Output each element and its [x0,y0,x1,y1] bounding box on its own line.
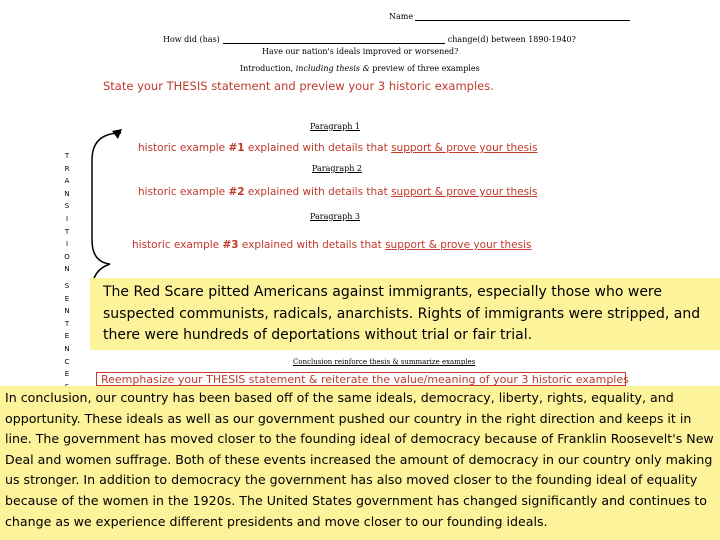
conclusion-paragraph: In conclusion, our country has been based off of the same ideals, democracy, liberty, rights, equality, and opportunity. These ideals as well as our government pushed our country in the right direction and keeps it in line. The government has moved closer to the founding ideal of democracy because of Franklin Roosevelt's New Deal and women suffrage. Both of these events increased the amount of democracy in our country only making us stronger. In addition to democracy the government has also moved closer to the founding ideal of equality because of the women in the 1920s. The United States government has changed significantly and continues to change as we experience different presidents and move closer to our founding ideals. [0,386,720,540]
vertical-word-transition: T R A N S I T I O N [64,152,70,274]
paragraph-2-prompt: historic example #2 explained with details that support & prove your thesis [138,186,538,198]
transition-brace [92,133,121,264]
vertical-word-sentences: S E N T E N C E [64,282,70,379]
question-line-2: Have our nation's ideals improved or worsened? [262,47,459,56]
conclusion-label: Conclusion reinforce thesis & summarize examples [293,358,476,366]
intro-label: Introduction, including thesis & preview of three examples [240,64,480,73]
paragraph-3-prompt: historic example #3 explained with details that support & prove your thesis [132,239,532,251]
question-prefix: How did (has) [163,35,220,44]
thesis-prompt: State your THESIS statement and preview your 3 historic examples. [103,79,494,93]
paragraph-1-label: Paragraph 1 [310,122,361,131]
reemphasize-prompt: Reemphasize your THESIS statement & reiterate the value/meaning of your 3 historic examples [96,372,626,386]
paragraph-3-label: Paragraph 3 [310,212,361,221]
paragraph-2-label: Paragraph 2 [312,164,363,173]
name-label: Name [389,12,414,21]
paragraph-1-prompt: historic example #1 explained with details that support & prove your thesis [138,142,538,154]
red-scare-note: The Red Scare pitted Americans against immigrants, especially those who were suspected communists, radicals, anarchists. Rights of immigrants were stripped, and there were hundreds of deportations without trial or fair trial. [90,278,720,350]
question-suffix: change(d) between 1890-1940? [447,35,576,44]
